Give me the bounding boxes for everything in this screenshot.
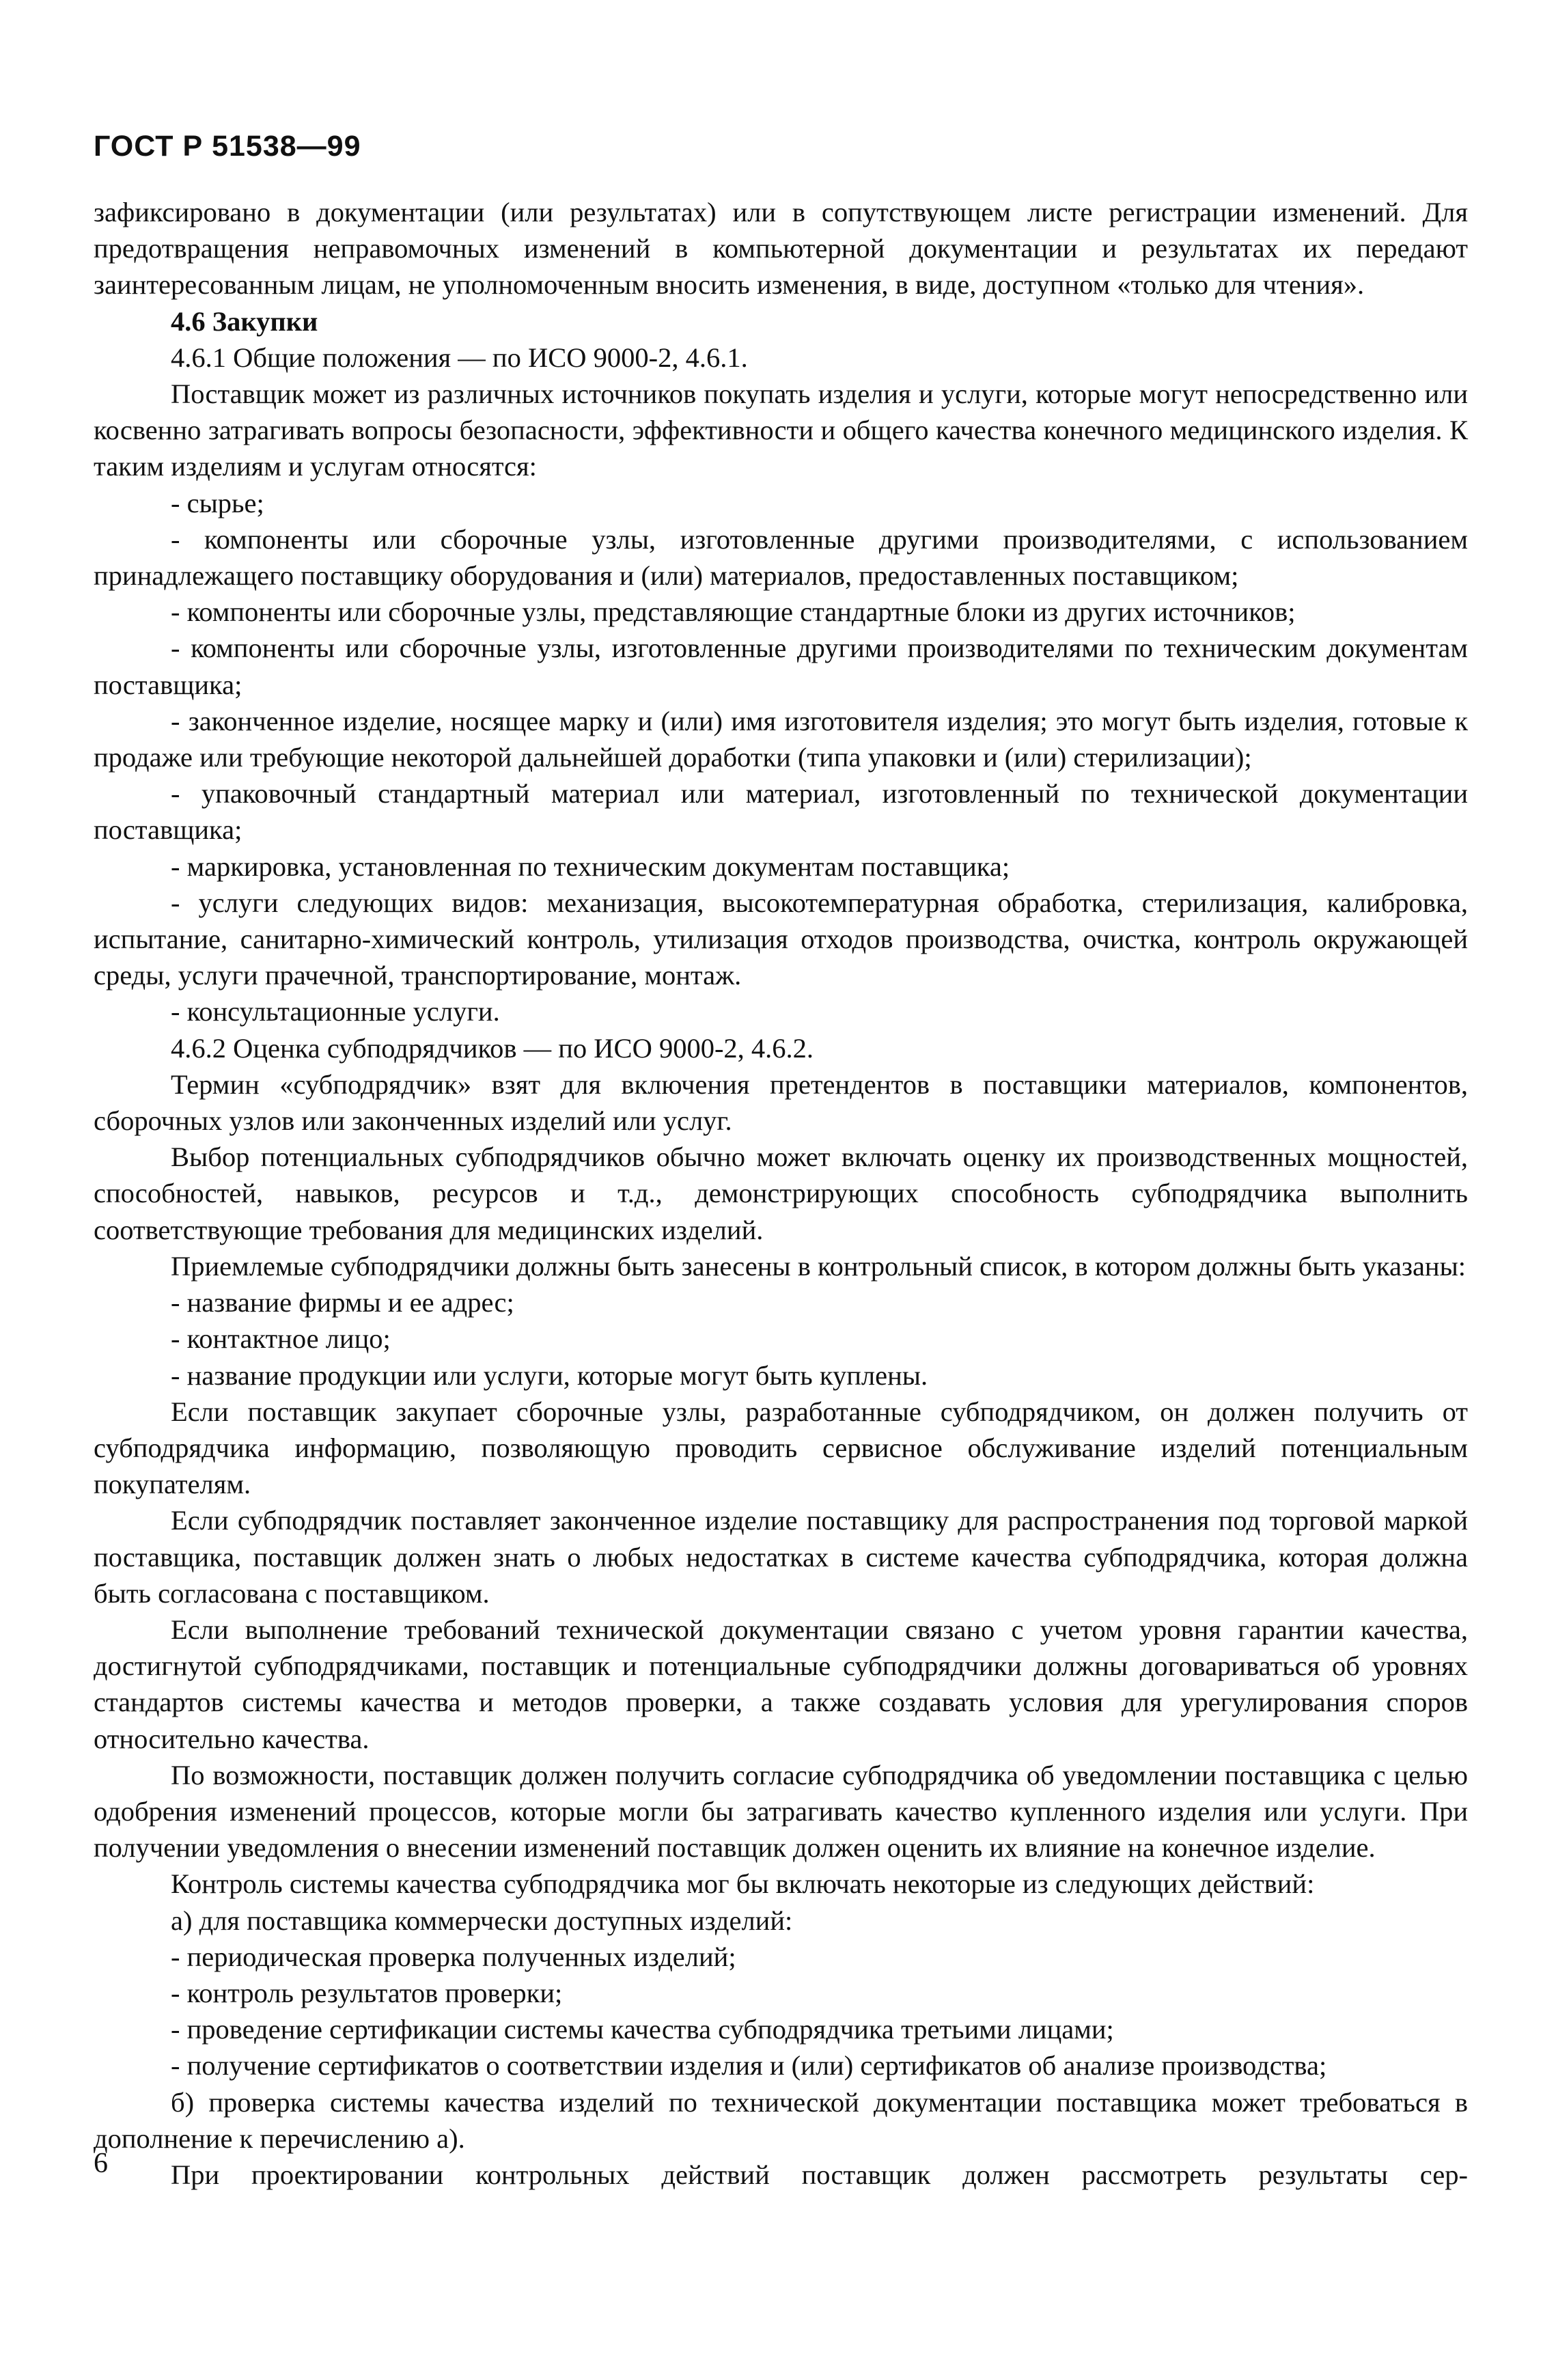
list-item: - контактное лицо; <box>171 1323 391 1355</box>
list-item: - получение сертификатов о соответствии изделия и (или) сертификатов об анализе производства; <box>171 2050 1327 2081</box>
document-header: ГОСТ Р 51538—99 <box>94 130 361 163</box>
paragraph: По возможности, поставщик должен получить согласие субподрядчика об уведомлении поставщика с целью одобрения изменений процессов, которые могли бы затрагивать качество купленного изделия или услуги. При получении уведомления о внесении изменений поставщик должен оценить их влияние на конечное изделие. <box>94 1759 1468 1864</box>
list-item: а) для поставщика коммерчески доступных изделий: <box>171 1905 793 1936</box>
document-body <box>94 194 1468 2193</box>
paragraph: При проектировании контрольных действий поставщик должен рассмотреть результаты сер- <box>171 2159 1468 2190</box>
list-item: - маркировка, установленная по техническим документам поставщика; <box>171 850 1010 882</box>
list-item: - сырье; <box>171 487 264 518</box>
paragraph: Если субподрядчик поставляет законченное изделие поставщику для распространения под торговой маркой поставщика, поставщик должен знать о любых недостатках в системе качества субподрядчика, которая должна быть согласована с поставщиком. <box>94 1505 1468 1609</box>
section-heading: 4.6 Закупки <box>171 305 318 337</box>
page-number: 6 <box>94 2148 108 2179</box>
list-item: - контроль результатов проверки; <box>171 1977 563 2008</box>
list-item: - консультационные услуги. <box>171 996 500 1027</box>
list-item: - периодическая проверка полученных изделий; <box>171 1941 736 1972</box>
paragraph: Термин «субподрядчик» взят для включения претендентов в поставщики материалов, компонентов, сборочных узлов или законченных изделий или услуг. <box>94 1068 1468 1137</box>
paragraph: Выбор потенциальных субподрядчиков обычно может включать оценку их производственных мощностей, способностей, навыков, ресурсов и т.д., демонстрирующих способность субподрядчика выполнить соответствующие требования для медицинских изделий. <box>94 1141 1468 1245</box>
list-item: - компоненты или сборочные узлы, изготовленные другими производителями, с использованием принадлежащего поставщику оборудования и (или) материалов, предоставленных поставщиком; <box>94 523 1468 592</box>
paragraph: Если поставщик закупает сборочные узлы, разработанные субподрядчиком, он должен получить от субподрядчика информацию, позволяющую проводить сервисное обслуживание изделий потенциальным покупателям. <box>94 1396 1468 1500</box>
list-item: - проведение сертификации системы качества субподрядчика третьими лицами; <box>171 2014 1114 2045</box>
paragraph: Приемлемые субподрядчики должны быть занесены в контрольный список, в котором должны быть указаны: <box>171 1250 1467 1282</box>
paragraph: Контроль системы качества субподрядчика мог бы включать некоторые из следующих действий: <box>171 1868 1315 1900</box>
paragraph: 4.6.2 Оценка субподрядчиков — по ИСО 9000-2, 4.6.2. <box>171 1032 814 1064</box>
list-item: - компоненты или сборочные узлы, представляющие стандартные блоки из других источников; <box>171 596 1296 628</box>
paragraph: Поставщик может из различных источников покупать изделия и услуги, которые могут непосредственно или косвенно затрагивать вопросы безопасности, эффективности и общего качества конечного медицинского изделия. К таким изделиям и услугам относятся: <box>94 378 1468 482</box>
list-item: - услуги следующих видов: механизация, высокотемпературная обработка, стерилизация, калибровка, испытание, санитарно-химический контроль, утилизация отходов производства, очистка, контроль окружающей среды, услуги прачечной, транспортирование, монтаж. <box>94 887 1468 991</box>
list-item: - законченное изделие, носящее марку и (или) имя изготовителя изделия; это могут быть изделия, готовые к продаже или требующие некоторой дальнейшей доработки (типа упаковки и (или) стерилизации); <box>94 705 1468 773</box>
paragraph: 4.6.1 Общие положения — по ИСО 9000-2, 4.6.1. <box>171 342 748 373</box>
list-item: - компоненты или сборочные узлы, изготовленные другими производителями по техническим документам поставщика; <box>94 633 1468 700</box>
paragraph: зафиксировано в документации (или результатах) или в сопутствующем листе регистрации изменений. Для предотвращения неправомочных изменений в компьютерной документации и результатах их передают заинтересованным лицам, не уполномоченным вносить изменения, в виде, доступном «только для чтения». <box>94 197 1468 301</box>
list-item: - название фирмы и ее адрес; <box>171 1287 514 1318</box>
list-item: б) проверка системы качества изделий по технической документации поставщика может требоваться в дополнение к перечислению а). <box>94 2086 1468 2154</box>
paragraph: Если выполнение требований технической документации связано с учетом уровня гарантии качества, достигнутой субподрядчиками, поставщик и потенциальные субподрядчики должны договариваться об уровнях стандартов системы качества и методов проверки, а также создавать условия для урегулирования споров относительно качества. <box>94 1614 1468 1754</box>
list-item: - упаковочный стандартный материал или материал, изготовленный по технической документации поставщика; <box>94 778 1468 846</box>
list-item: - название продукции или услуги, которые могут быть куплены. <box>171 1359 928 1391</box>
